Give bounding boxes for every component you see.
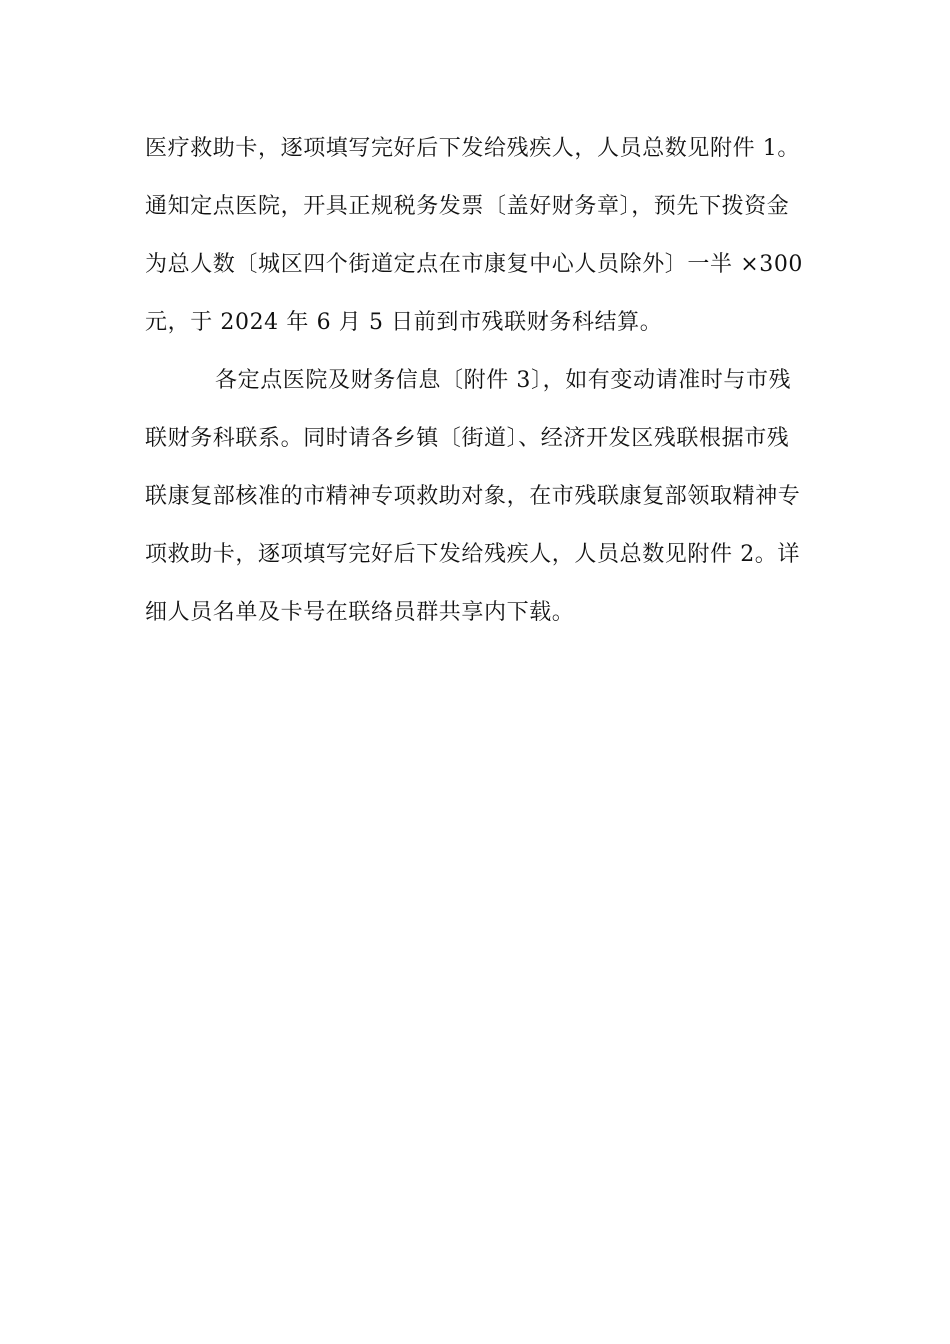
body-text (145, 127, 825, 649)
paragraph-2 (145, 359, 825, 649)
text-line: 元，于 2024 年 6 月 5 日前到市残联财务科结算。 (145, 310, 663, 335)
text-line: 细人员名单及卡号在联络员群共享内下载。 (145, 600, 575, 625)
text-line: 医疗救助卡，逐项填写完好后下发给残疾人，人员总数见附件 1。 (145, 136, 800, 161)
text-line: 为总人数〔城区四个街道定点在市康复中心人员除外〕一半 ×300 (145, 252, 804, 277)
paragraph-1 (145, 127, 825, 359)
text-line: 项救助卡，逐项填写完好后下发给残疾人，人员总数见附件 2。详 (145, 542, 800, 567)
text-line: 通知定点医院，开具正规税务发票〔盖好财务章〕，预先下拨资金 (145, 194, 790, 219)
text-line: 各定点医院及财务信息〔附件 3〕，如有变动请准时与市残 (215, 368, 792, 393)
text-line: 联财务科联系。同时请各乡镇〔街道〕、经济开发区残联根据市残 (145, 426, 790, 451)
text-line: 联康复部核准的市精神专项救助对象，在市残联康复部领取精神专 (145, 484, 801, 509)
